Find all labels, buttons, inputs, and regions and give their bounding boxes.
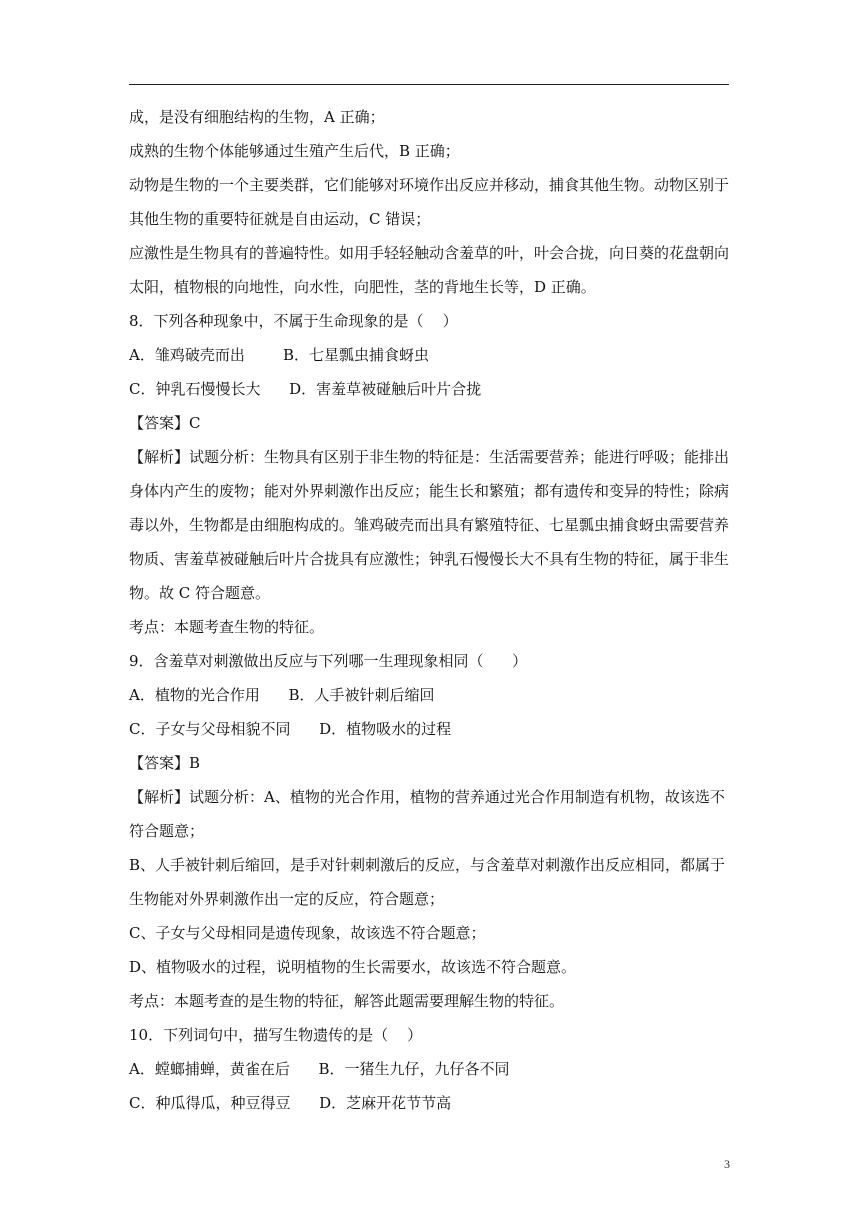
text-line: 应激性是生物具有的普遍特性。如用手轻轻触动含羞草的叶，叶会合拢，向日葵的花盘朝向 xyxy=(129,244,730,262)
text-line: C、子女与父母相同是遗传现象，故该选不符合题意； xyxy=(129,924,486,942)
text-line: 成，是没有细胞结构的生物，A 正确； xyxy=(129,108,385,126)
question-9-kaodian: 考点：本题考查的是生物的特征，解答此题需要理解生物的特征。 xyxy=(129,992,565,1010)
question-9-stem: 9．含羞草对刺激做出反应与下列哪一生理现象相同（ ） xyxy=(129,652,528,670)
text-line: 其他生物的重要特征就是自由运动，C 错误； xyxy=(129,210,431,228)
question-8-options-ab: A．雏鸡破壳而出 B．七星瓢虫捕食蚜虫 xyxy=(129,346,430,364)
question-8-stem: 8．下列各种现象中，不属于生命现象的是（ ） xyxy=(129,312,458,330)
page-body xyxy=(129,107,733,1127)
text-line: 动物是生物的一个主要类群，它们能够对环境作出反应并移动，捕食其他生物。动物区别于 xyxy=(129,176,730,194)
question-8-analysis: 【解析】试题分析：生物具有区别于非生物的特征是：生活需要营养；能进行呼吸；能排出 xyxy=(129,448,730,466)
page-number: 3 xyxy=(724,1157,730,1171)
question-8-answer: 【答案】C xyxy=(129,414,201,432)
header-rule xyxy=(129,84,729,85)
text-line: B、人手被针刺后缩回，是手对针刺刺激后的反应，与含羞草对刺激作出反应相同，都属于 xyxy=(129,856,726,874)
text-line: D、植物吸水的过程，说明植物的生长需要水，故该选不符合题意。 xyxy=(129,958,577,976)
question-9-answer: 【答案】B xyxy=(129,754,201,772)
question-10-options-cd: C．种瓜得瓜，种豆得豆 D．芝麻开花节节高 xyxy=(129,1094,452,1112)
text-line: 成熟的生物个体能够通过生殖产生后代，B 正确； xyxy=(129,142,460,160)
text-line: 符合题意； xyxy=(129,822,205,840)
question-9-options-ab: A．植物的光合作用 B．人手被针刺后缩回 xyxy=(129,686,435,704)
question-10-stem: 10．下列词句中，描写生物遗传的是（ ） xyxy=(129,1026,423,1044)
text-line: 生物能对外界刺激作出一定的反应，符合题意； xyxy=(129,890,445,908)
text-line: 物。故 C 符合题意。 xyxy=(129,584,271,602)
question-9-options-cd: C．子女与父母相貌不同 D．植物吸水的过程 xyxy=(129,720,452,738)
question-8-options-cd: C．钟乳石慢慢长大 D．害羞草被碰触后叶片合拢 xyxy=(129,380,482,398)
text-line: 身体内产生的废物；能对外界刺激作出反应；能生长和繁殖；都有遗传和变异的特性；除病 xyxy=(129,482,730,500)
question-9-analysis: 【解析】试题分析：A、植物的光合作用，植物的营养通过光合作用制造有机物，故该选不 xyxy=(129,788,725,806)
text-line: 毒以外，生物都是由细胞构成的。雏鸡破壳而出具有繁殖特征、七星瓢虫捕食蚜虫需要营养 xyxy=(129,516,730,534)
text-line: 物质、害羞草被碰触后叶片合拢具有应激性；钟乳石慢慢长大不具有生物的特征，属于非生 xyxy=(129,550,730,568)
question-10-options-ab: A．螳螂捕蝉，黄雀在后 B．一猪生九仔，九仔各不同 xyxy=(129,1060,510,1078)
question-8-kaodian: 考点：本题考查生物的特征。 xyxy=(129,618,325,636)
text-line: 太阳，植物根的向地性，向水性，向肥性，茎的背地生长等，D 正确。 xyxy=(129,278,596,296)
